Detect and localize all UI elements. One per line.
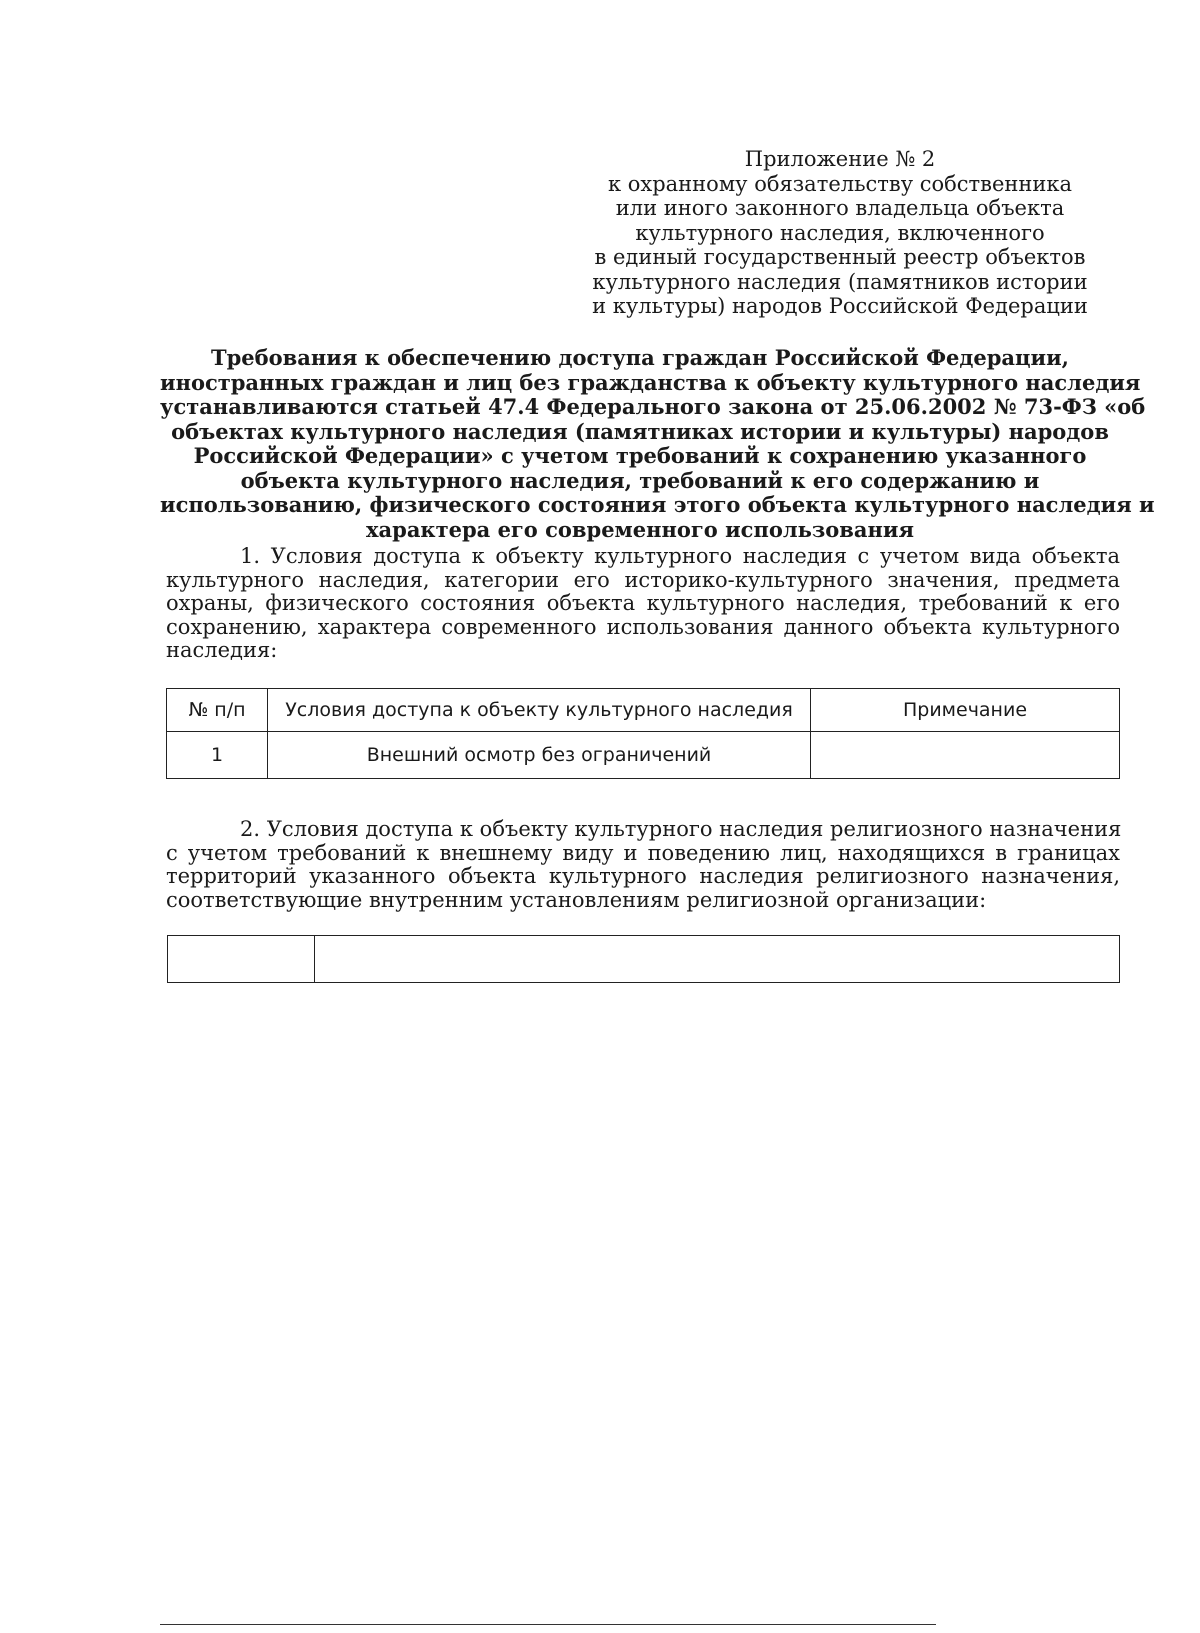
appendix-line: культурного наследия (памятников истории (592, 269, 1088, 294)
paragraph-line: наследия: (166, 638, 278, 662)
header-cell-number: № п/п (167, 689, 268, 732)
cell-number: 1 (167, 732, 268, 779)
appendix-line: культурного наследия, включенного (635, 220, 1045, 245)
paragraph-line: сохранению, характера современного использования данного объекта культурного (166, 614, 1120, 639)
cell-conditions: Внешний осмотр без ограничений (268, 732, 811, 779)
title-line: Российской Федерации» с учетом требований к сохранению указанного (193, 443, 1087, 468)
table-row (167, 732, 1120, 779)
appendix-line: к охранному обязательству собственника (607, 171, 1073, 196)
appendix-line: и культуры) народов Российской Федерации (592, 294, 1088, 318)
section-2-paragraph (166, 818, 1120, 912)
title-line: объекта культурного наследия, требований к его содержанию и (240, 467, 1040, 493)
cell-note (811, 732, 1120, 779)
title-line: использованию, физического состояния этого объекта культурного наследия и (160, 492, 1155, 517)
paragraph-line: 2. Условия доступа к объекту культурного наследия религиозного назначения (240, 817, 1122, 841)
appendix-header (575, 147, 1105, 319)
paragraph-line: с учетом требований к внешнему виду и поведению лиц, находящихся в границах (166, 840, 1120, 865)
footer-divider (160, 1624, 936, 1625)
empty-cell (315, 936, 1120, 983)
header-cell-note: Примечание (811, 689, 1120, 732)
appendix-line: или иного законного владельца объекта (615, 196, 1065, 220)
access-conditions-table (166, 688, 1120, 779)
title-line: устанавливаются статьей 47.4 Федерального закона от 25.06.2002 № 73-ФЗ «об (160, 394, 1146, 419)
document-title (160, 345, 1155, 542)
title-line: объектах культурного наследия (памятниках истории и культуры) народов (171, 418, 1109, 444)
table-row (168, 936, 1120, 983)
appendix-line: Приложение № 2 (744, 147, 936, 171)
paragraph-line: культурного наследия, категории его историко-культурного значения, предмета (166, 567, 1120, 592)
title-line: иностранных граждан и лиц без гражданства к объекту культурного наследия (160, 369, 1141, 395)
paragraph-line: 1. Условия доступа к объекту культурного наследия с учетом вида объекта (240, 544, 1120, 568)
empty-cell (168, 936, 315, 983)
paragraph-line: охраны, физического состояния объекта культурного наследия, требований к его (166, 591, 1120, 615)
header-cell-conditions: Условия доступа к объекту культурного наследия (268, 689, 811, 732)
religious-conditions-table (167, 935, 1120, 983)
paragraph-line: соответствующие внутренним установлениям религиозной организации: (166, 887, 987, 912)
table-header-row (167, 689, 1120, 732)
paragraph-line: территорий указанного объекта культурного наследия религиозного назначения, (166, 864, 1120, 888)
title-line: характера его современного использования (366, 516, 914, 542)
appendix-line: в единый государственный реестр объектов (594, 245, 1086, 269)
section-1-paragraph (166, 545, 1120, 663)
title-line: Требования к обеспечению доступа граждан Российской Федерации, (210, 345, 1069, 370)
